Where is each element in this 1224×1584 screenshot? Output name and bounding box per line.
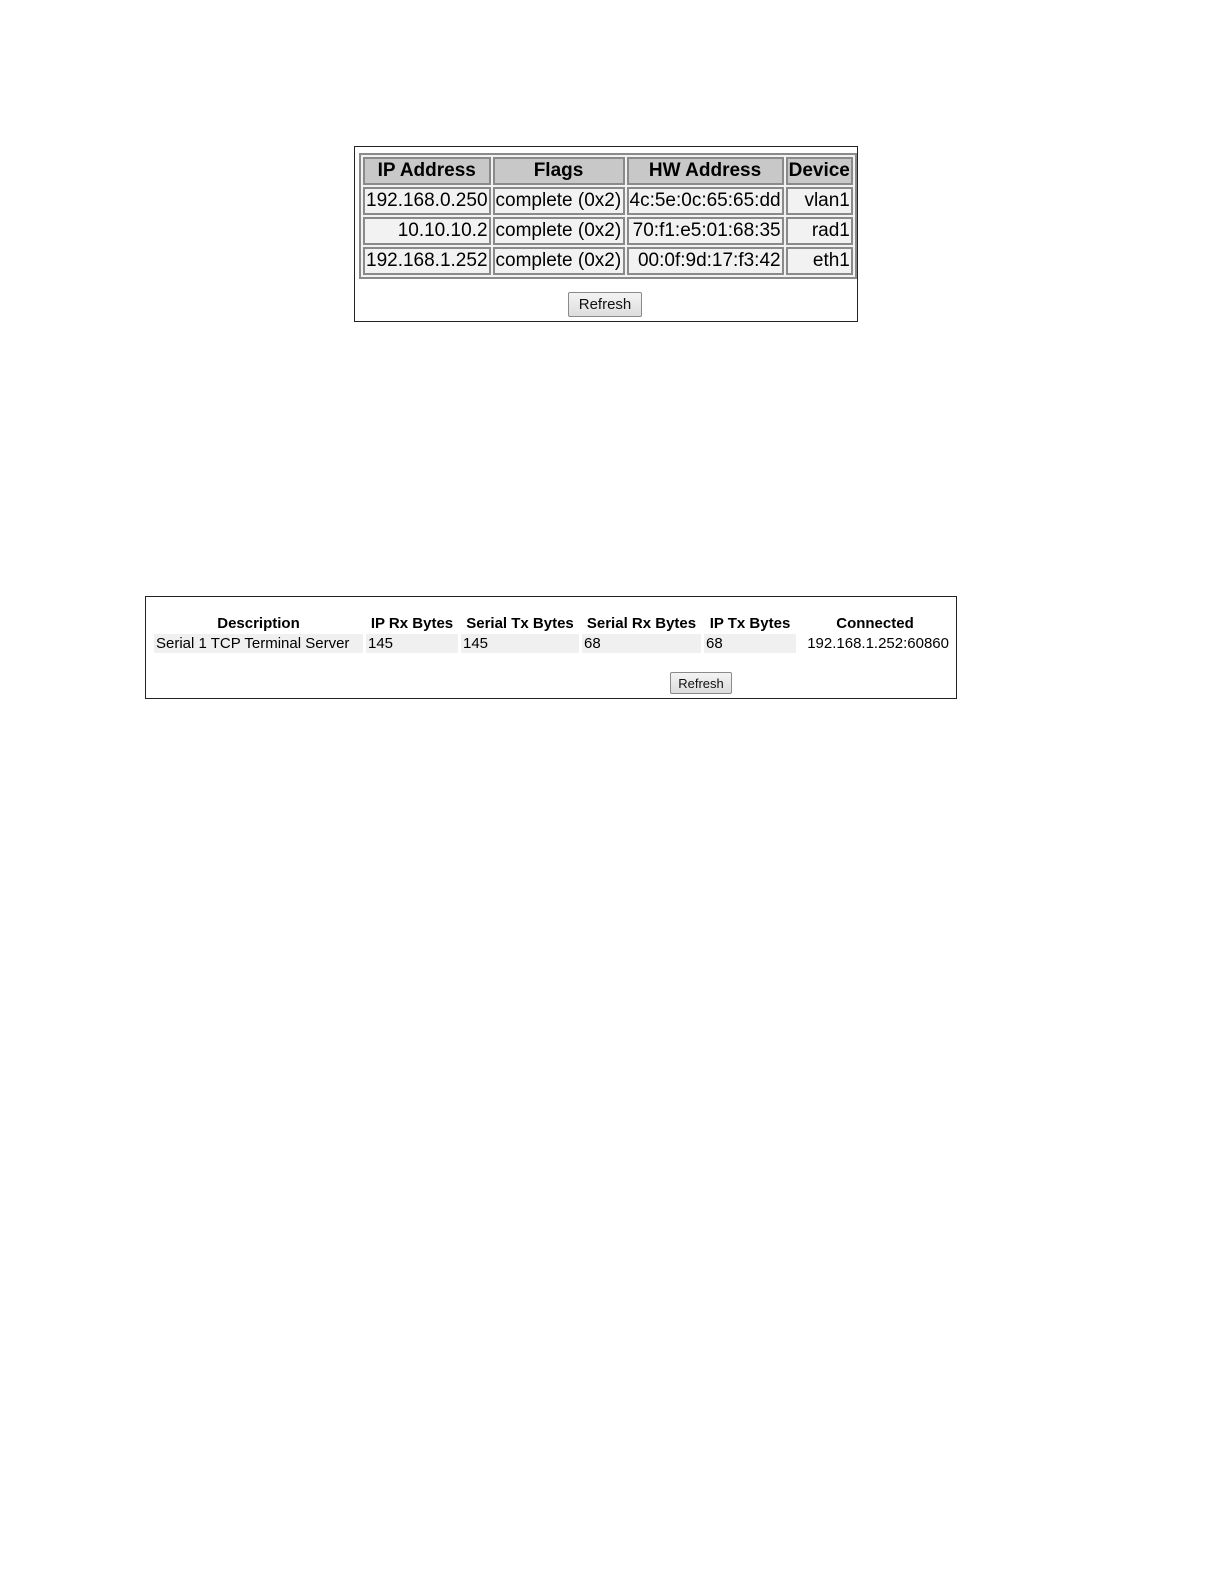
terminal-cell-ip-rx-bytes: 145 — [366, 634, 458, 653]
terminal-header-ip-tx-bytes: IP Tx Bytes — [709, 615, 791, 632]
arp-header-device: Device — [786, 157, 853, 185]
table-row — [363, 187, 853, 215]
terminal-cell-ip-tx-bytes: 68 — [704, 634, 796, 653]
terminal-cell-connected: 192.168.1.252:60860 — [799, 634, 951, 653]
arp-cell-hw-address: 4c:5e:0c:65:65:dd — [627, 187, 784, 215]
arp-cell-device: rad1 — [786, 217, 853, 245]
arp-cell-device: eth1 — [786, 247, 853, 275]
terminal-cell-description: Serial 1 TCP Terminal Server — [154, 634, 363, 653]
terminal-cell-serial-tx-bytes: 145 — [461, 634, 579, 653]
arp-header-flags: Flags — [493, 157, 625, 185]
arp-header-ip-address: IP Address — [363, 157, 491, 185]
table-row — [363, 217, 853, 245]
arp-table-panel — [354, 146, 858, 322]
arp-cell-flags: complete (0x2) — [493, 217, 625, 245]
arp-cell-flags: complete (0x2) — [493, 247, 625, 275]
terminal-header-description: Description — [217, 615, 300, 632]
arp-cell-ip-address: 192.168.0.250 — [363, 187, 491, 215]
table-row — [363, 247, 853, 275]
table-row — [154, 634, 951, 653]
terminal-header-ip-rx-bytes: IP Rx Bytes — [370, 615, 454, 632]
arp-cell-ip-address: 192.168.1.252 — [363, 247, 491, 275]
terminal-header-connected: Connected — [836, 615, 914, 632]
arp-header-row — [363, 157, 853, 185]
terminal-header-row — [154, 613, 951, 634]
terminal-refresh-button[interactable]: Refresh — [670, 672, 732, 694]
arp-cell-flags: complete (0x2) — [493, 187, 625, 215]
arp-cell-hw-address: 00:0f:9d:17:f3:42 — [627, 247, 784, 275]
arp-refresh-button[interactable]: Refresh — [568, 292, 642, 317]
arp-header-hw-address: HW Address — [627, 157, 784, 185]
terminal-server-panel — [145, 596, 957, 699]
arp-table — [359, 153, 857, 279]
terminal-cell-serial-rx-bytes: 68 — [582, 634, 701, 653]
terminal-server-table — [151, 613, 954, 653]
terminal-header-serial-tx-bytes: Serial Tx Bytes — [466, 615, 574, 632]
arp-cell-hw-address: 70:f1:e5:01:68:35 — [627, 217, 784, 245]
terminal-header-serial-rx-bytes: Serial Rx Bytes — [586, 615, 697, 632]
arp-cell-device: vlan1 — [786, 187, 853, 215]
arp-cell-ip-address: 10.10.10.2 — [363, 217, 491, 245]
